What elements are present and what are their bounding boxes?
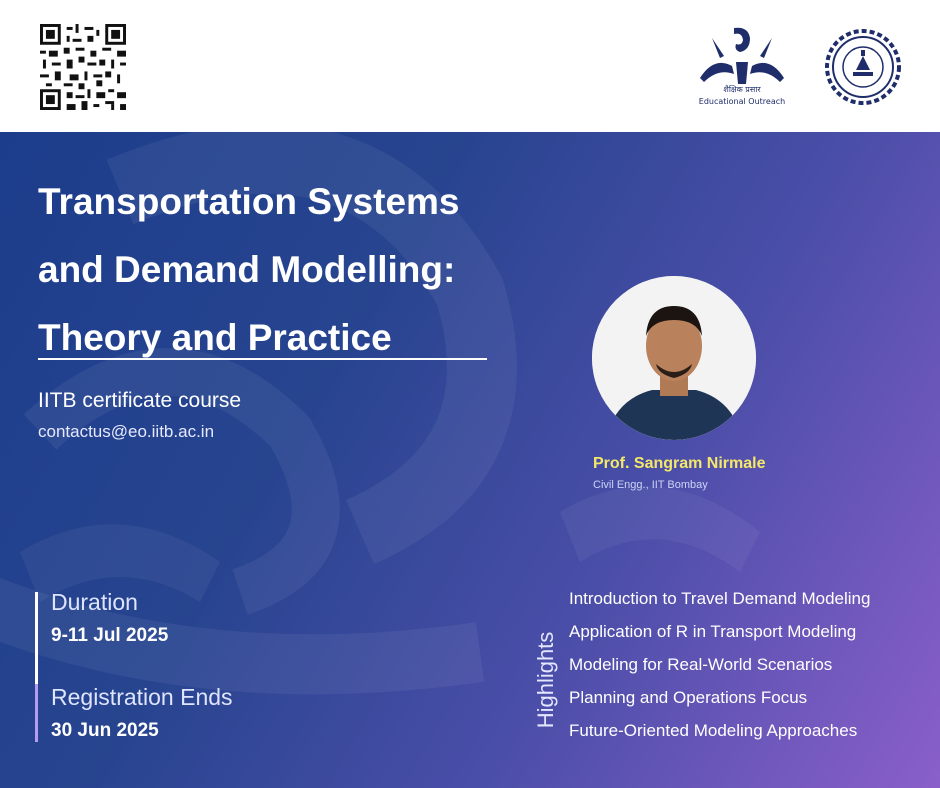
instructor-name: Prof. Sangram Nirmale [593, 455, 766, 472]
course-title [38, 168, 538, 372]
duration-label: Duration [51, 589, 138, 615]
course-title-line-3: Theory and Practice [38, 317, 392, 358]
registration-bar [35, 684, 38, 742]
contact-email[interactable]: contactus@eo.iitb.ac.in [38, 422, 215, 441]
instructor-department: Civil Engg., IIT Bombay [593, 479, 708, 491]
highlight-item: Modeling for Real-World Scenarios [569, 655, 833, 674]
iit-bombay-seal-icon [822, 26, 904, 108]
highlights-label: Highlights [533, 631, 558, 729]
title-underline [38, 358, 487, 360]
duration-bar [35, 592, 38, 684]
course-title-line-1: Transportation Systems [38, 181, 460, 222]
highlight-item: Application of R in Transport Modeling [569, 622, 857, 641]
course-title-line-2: and Demand Modelling: [38, 249, 456, 290]
registration-label: Registration Ends [51, 684, 233, 710]
eo-hindi-text: शैक्षिक प्रसार [723, 85, 761, 94]
highlight-item: Planning and Operations Focus [569, 688, 808, 707]
header [0, 0, 940, 132]
qr-code-icon [40, 24, 126, 110]
duration-value: 9-11 Jul 2025 [51, 625, 169, 646]
registration-value: 30 Jun 2025 [51, 720, 159, 741]
eo-logo-text: Educational Outreach [698, 97, 786, 106]
course-subtitle: IITB certificate course [38, 389, 242, 412]
highlight-item: Introduction to Travel Demand Modeling [569, 589, 871, 608]
highlight-item: Future-Oriented Modeling Approaches [569, 721, 858, 740]
instructor-photo [592, 276, 756, 440]
highlights-list [569, 588, 870, 753]
instructor-avatar-icon [592, 276, 756, 440]
